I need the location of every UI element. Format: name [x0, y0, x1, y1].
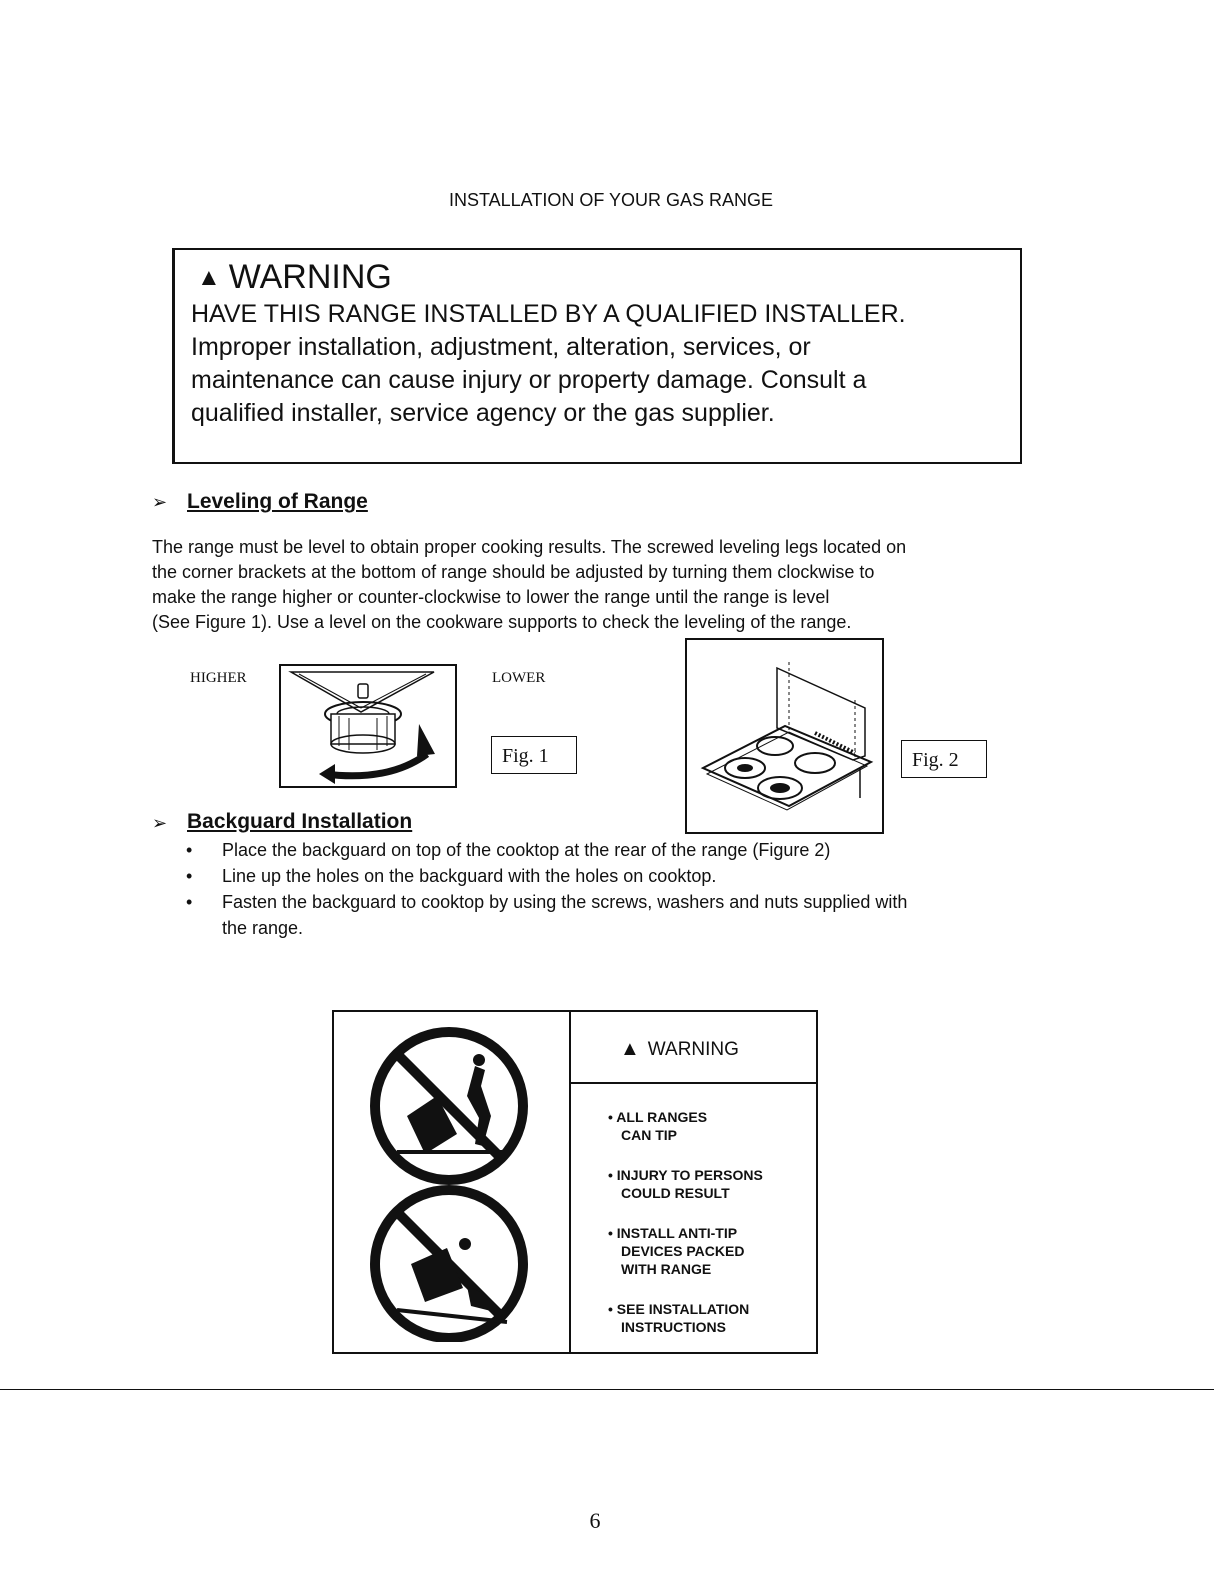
bullet-dot: •: [186, 866, 193, 886]
warning-box: [172, 248, 1022, 464]
bullet-dot: •: [186, 892, 193, 912]
figure2-caption: Fig. 2: [901, 740, 987, 778]
arrow-bullet-icon: ➢: [152, 492, 168, 512]
warning-heading: [197, 258, 392, 297]
lower-label: LOWER: [492, 670, 546, 686]
higher-label: HIGHER: [190, 670, 247, 686]
leveling-paragraph: [152, 535, 1072, 635]
tip-item-line: • SEE INSTALLATION: [608, 1301, 750, 1317]
no-tip-pictogram-icon: [367, 1026, 531, 1342]
warning-heading-text: WARNING: [228, 258, 392, 296]
tip-item-line: DEVICES PACKED: [621, 1243, 745, 1259]
warning-line: qualified installer, service agency or the gas supplier.: [191, 399, 775, 427]
warning-triangle-icon: ▲: [197, 264, 221, 291]
backguard-bullet-continued: the range.: [222, 918, 304, 938]
tip-item-line: CAN TIP: [621, 1127, 677, 1143]
table-divider: [569, 1012, 571, 1352]
tip-item: [608, 1300, 749, 1336]
backguard-bullet: Place the backguard on top of the cooktop at the rear of the range (Figure 2): [222, 840, 831, 860]
page-title: INSTALLATION OF YOUR GAS RANGE: [448, 190, 774, 210]
tip-item-line: COULD RESULT: [621, 1185, 730, 1201]
tip-warning-heading-text: WARNING: [647, 1039, 739, 1060]
tip-item: [608, 1224, 744, 1278]
figure1-caption: Fig. 1: [491, 736, 577, 774]
tip-warning-heading: [620, 1038, 739, 1061]
backguard-bullet: Line up the holes on the backguard with the holes on cooktop.: [222, 866, 717, 886]
leveling-line: make the range higher or counter-clockwise to lower the range until the range is level: [152, 587, 830, 607]
arrow-bullet-icon: ➢: [152, 813, 168, 833]
anti-tip-warning-label: [332, 1010, 818, 1354]
backguard-heading: Backguard Installation: [187, 810, 413, 833]
leveling-line: (See Figure 1). Use a level on the cookware supports to check the leveling of the range.: [152, 612, 852, 632]
tip-item-line: • INJURY TO PERSONS: [608, 1167, 763, 1183]
tip-item-line: • ALL RANGES: [608, 1109, 708, 1125]
warning-line: maintenance can cause injury or property damage. Consult a: [191, 366, 867, 394]
table-divider: [570, 1082, 816, 1084]
tip-item: [608, 1166, 763, 1202]
tip-item-line: WITH RANGE: [621, 1261, 712, 1277]
warning-line: Improper installation, adjustment, alteration, services, or: [191, 333, 811, 361]
bullet-dot: •: [186, 840, 193, 860]
tip-item-line: • INSTALL ANTI-TIP: [608, 1225, 738, 1241]
footer-rule: [0, 1389, 1214, 1390]
tip-item: [608, 1108, 707, 1144]
warning-triangle-icon: ▲: [620, 1038, 640, 1060]
figure2-illustration: [685, 638, 884, 834]
backguard-bullet: Fasten the backguard to cooktop by using the screws, washers and nuts supplied with: [222, 892, 908, 912]
leveling-line: The range must be level to obtain proper cooking results. The screwed leveling legs located on: [152, 537, 907, 557]
leveling-line: the corner brackets at the bottom of range should be adjusted by turning them clockwise to: [152, 562, 875, 582]
leveling-heading: Leveling of Range: [187, 490, 368, 513]
page-number: 6: [589, 1508, 601, 1533]
warning-line: HAVE THIS RANGE INSTALLED BY A QUALIFIED INSTALLER.: [191, 300, 906, 328]
tip-item-line: INSTRUCTIONS: [621, 1319, 726, 1335]
figure1-illustration: [279, 664, 457, 788]
